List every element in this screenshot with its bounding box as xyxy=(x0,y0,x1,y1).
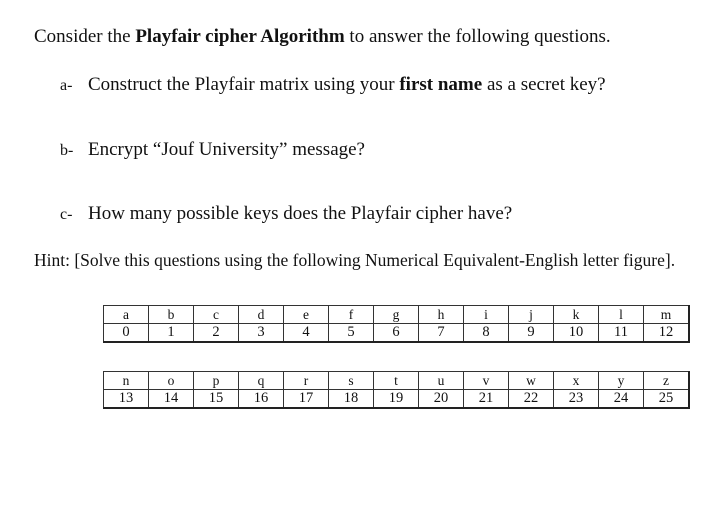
letter-cell: d xyxy=(239,306,284,324)
number-cell: 19 xyxy=(374,390,419,409)
intro-before: Consider the xyxy=(34,26,136,47)
number-cell: 5 xyxy=(329,324,374,343)
letter-cell: u xyxy=(419,372,464,390)
letter-cell: k xyxy=(554,306,599,324)
number-cell: 6 xyxy=(374,324,419,343)
numbers-row xyxy=(104,390,690,409)
letter-cell: i xyxy=(464,306,509,324)
question-a-before: Construct the Playfair matrix using your xyxy=(88,74,400,95)
number-cell: 15 xyxy=(194,390,239,409)
letter-cell: g xyxy=(374,306,419,324)
hint-text: Hint: [Solve this questions using the following Numerical Equivalent-English letter figure]. xyxy=(34,250,676,270)
numbers-row xyxy=(104,324,690,343)
number-cell: 17 xyxy=(284,390,329,409)
number-cell: 21 xyxy=(464,390,509,409)
intro-after: to answer the following questions. xyxy=(344,26,611,47)
number-cell: 11 xyxy=(599,324,644,343)
question-b xyxy=(60,139,365,161)
question-b-text: Encrypt “Jouf University” message? xyxy=(88,139,365,160)
letters-row xyxy=(104,306,690,324)
letter-cell: p xyxy=(194,372,239,390)
letter-cell: z xyxy=(644,372,690,390)
number-cell: 12 xyxy=(644,324,690,343)
letter-cell: c xyxy=(194,306,239,324)
letter-cell: m xyxy=(644,306,690,324)
intro-text xyxy=(34,26,611,48)
letter-cell: y xyxy=(599,372,644,390)
letter-number-table-n-to-z xyxy=(103,371,690,409)
number-cell: 1 xyxy=(149,324,194,343)
letter-cell: f xyxy=(329,306,374,324)
letter-cell: r xyxy=(284,372,329,390)
question-c-text: How many possible keys does the Playfair cipher have? xyxy=(88,203,513,224)
letter-cell: w xyxy=(509,372,554,390)
question-a-marker: a- xyxy=(60,77,73,94)
letter-cell: a xyxy=(104,306,149,324)
letter-cell: e xyxy=(284,306,329,324)
letter-cell: x xyxy=(554,372,599,390)
number-cell: 22 xyxy=(509,390,554,409)
intro-bold: Playfair cipher Algorithm xyxy=(135,26,345,47)
letter-cell: s xyxy=(329,372,374,390)
letter-cell: t xyxy=(374,372,419,390)
letter-cell: h xyxy=(419,306,464,324)
number-cell: 10 xyxy=(554,324,599,343)
number-cell: 13 xyxy=(104,390,149,409)
number-cell: 18 xyxy=(329,390,374,409)
letter-number-table-a-to-m xyxy=(103,305,690,343)
number-cell: 2 xyxy=(194,324,239,343)
question-a xyxy=(60,74,606,96)
number-cell: 20 xyxy=(419,390,464,409)
letter-cell: l xyxy=(599,306,644,324)
question-a-bold: first name xyxy=(399,74,483,95)
number-cell: 8 xyxy=(464,324,509,343)
question-b-marker: b- xyxy=(60,142,74,159)
number-cell: 7 xyxy=(419,324,464,343)
letters-row xyxy=(104,372,690,390)
letter-cell: n xyxy=(104,372,149,390)
question-c-marker: c- xyxy=(60,206,73,223)
number-cell: 4 xyxy=(284,324,329,343)
number-cell: 24 xyxy=(599,390,644,409)
letter-cell: o xyxy=(149,372,194,390)
letter-cell: b xyxy=(149,306,194,324)
number-cell: 3 xyxy=(239,324,284,343)
question-a-after: as a secret key? xyxy=(482,74,606,95)
letter-cell: q xyxy=(239,372,284,390)
letter-cell: v xyxy=(464,372,509,390)
number-cell: 14 xyxy=(149,390,194,409)
number-cell: 9 xyxy=(509,324,554,343)
number-cell: 25 xyxy=(644,390,690,409)
question-c xyxy=(60,203,512,225)
number-cell: 16 xyxy=(239,390,284,409)
number-cell: 0 xyxy=(104,324,149,343)
letter-cell: j xyxy=(509,306,554,324)
number-cell: 23 xyxy=(554,390,599,409)
